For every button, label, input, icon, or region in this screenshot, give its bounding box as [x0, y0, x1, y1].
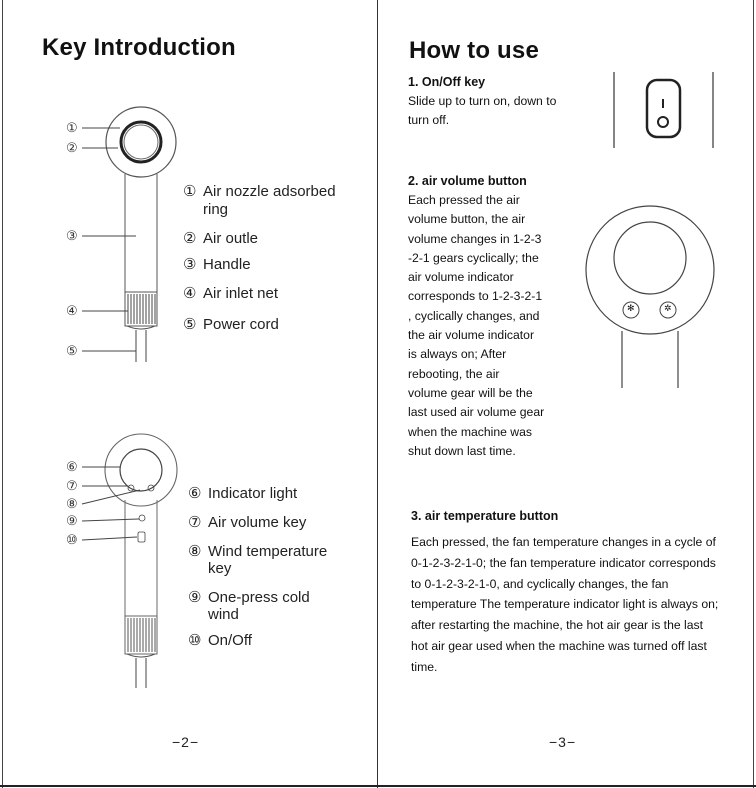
legend-marker: ⑥	[188, 485, 202, 502]
text-line: shut down last time.	[408, 443, 516, 458]
text-line: volume changes in 1-2-3	[408, 231, 542, 246]
text-line: temperature The temperature indicator light is always on;	[411, 597, 719, 612]
fan-icon: ✻	[627, 303, 635, 313]
text-line: air volume indicator	[408, 270, 514, 285]
on-off-switch-illustration	[614, 72, 713, 148]
legend-text: Air outle	[203, 230, 259, 247]
text-line: Each pressed, the fan temperature changes in a cycle of	[411, 535, 716, 549]
legend-marker: ⑧	[188, 543, 202, 560]
text-line: -2-1 gears cyclically; the	[408, 250, 539, 265]
legend-marker: ⑩	[188, 632, 202, 649]
legend-text: Air volume key	[208, 514, 307, 531]
legend-text: On/Off	[208, 632, 252, 649]
legend-marker: ③	[183, 256, 197, 273]
page-number-left: −2−	[172, 734, 200, 750]
section-heading-air-temperature: 3. air temperature button	[411, 509, 559, 523]
callout-6: ⑥	[66, 459, 78, 474]
text-line: hot air gear used when the machine was turned off last	[411, 638, 707, 653]
air-volume-button-illustration	[586, 206, 714, 388]
legend-text: Power cord	[203, 316, 279, 333]
text-line: the air volume indicator	[408, 328, 534, 343]
callout-1: ①	[66, 120, 78, 135]
text-line: volume gear will be the	[408, 385, 533, 400]
callout-9: ⑨	[66, 513, 78, 528]
text-line: last used air volume gear	[408, 405, 545, 420]
page-number-right: −3−	[549, 734, 577, 750]
text-line: time.	[411, 659, 438, 674]
legend-marker: ⑤	[183, 316, 197, 333]
page-title-how-to-use: How to use	[409, 37, 540, 64]
text-line: when the machine was	[408, 424, 532, 439]
callout-3: ③	[66, 228, 78, 243]
text-line: rebooting, the air	[408, 366, 500, 381]
text-line: corresponds to 1-2-3-2-1	[408, 289, 543, 304]
text-line: after restarting the machine, the hot air gear is the last	[411, 618, 703, 633]
legend-text: Wind temperature	[208, 543, 328, 560]
text-line: Each pressed the air	[408, 193, 520, 207]
text-line: Slide up to turn on, down to	[408, 94, 557, 108]
callout-8: ⑧	[66, 496, 78, 511]
legend-text-continued: key	[208, 560, 232, 577]
text-line: turn off.	[408, 113, 450, 128]
section-heading-air-volume: 2. air volume button	[408, 174, 527, 188]
legend-text: Indicator light	[208, 485, 298, 502]
legend-text: Handle	[203, 256, 251, 273]
section-body-on-off	[408, 92, 556, 131]
callout-5: ⑤	[66, 343, 78, 358]
text-line: to 0-1-2-3-2-1-0, and cyclically changes, the fan	[411, 576, 669, 591]
callout-10: ⑩	[66, 532, 78, 547]
callout-2: ②	[66, 140, 78, 155]
legend-text-continued: wind	[208, 606, 239, 623]
legend-marker: ④	[183, 285, 197, 302]
temperature-icon: ✲	[664, 303, 672, 313]
text-line: volume button, the air	[408, 212, 526, 227]
callout-7: ⑦	[66, 478, 78, 493]
section-body-air-volume	[408, 191, 544, 461]
legend-text-continued: ring	[203, 201, 229, 218]
legend-text: Air inlet net	[203, 285, 279, 302]
section-heading-on-off: 1. On/Off key	[408, 75, 486, 89]
legend-marker: ②	[183, 230, 197, 247]
section-body-air-temperature	[411, 532, 718, 678]
legend-marker: ⑦	[188, 514, 202, 531]
text-line: , cyclically changes, and	[408, 308, 540, 323]
callout-4: ④	[66, 303, 78, 318]
legend-text: Air nozzle adsorbed	[203, 183, 336, 200]
text-line: 0-1-2-3-2-1-0; the fan temperature indicator corresponds	[411, 555, 716, 570]
legend-text: One-press cold	[208, 589, 310, 606]
text-line: is always on; After	[408, 347, 507, 362]
legend-marker: ①	[183, 183, 197, 200]
page-title-key-introduction: Key Introduction	[42, 34, 236, 61]
legend-marker: ⑨	[188, 589, 202, 606]
